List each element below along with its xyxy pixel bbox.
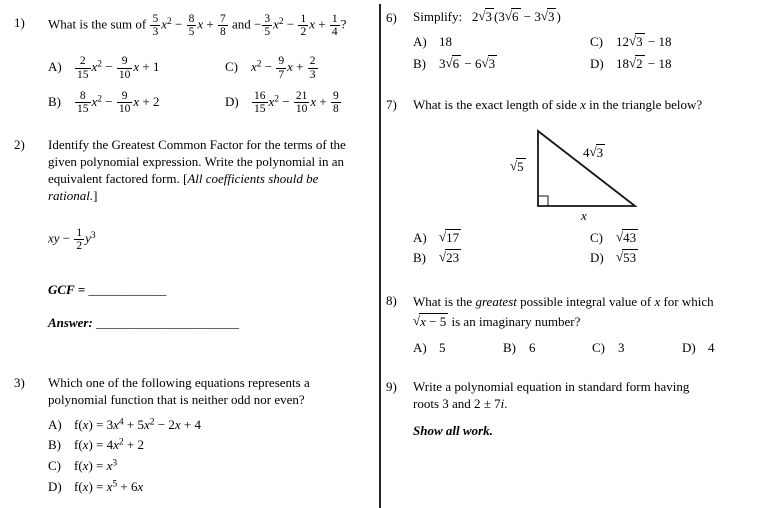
choice-a bbox=[413, 31, 590, 53]
choice-c-label: C) bbox=[592, 340, 605, 355]
question-7 bbox=[386, 96, 756, 268]
choice-d-expression: $f(x) = x^5 + 6x$ bbox=[74, 478, 144, 494]
choice-c-expression: $x^2$ − $\frac{9}{7}$ x + $\frac{2}{3}$ bbox=[251, 55, 316, 81]
triangle-hypotenuse-label: 4√3 bbox=[583, 144, 604, 160]
question-8 bbox=[386, 292, 756, 356]
question-6 bbox=[386, 6, 756, 75]
triangle-figure bbox=[413, 129, 756, 226]
choice-c-expression: $f(x) = x^3$ bbox=[74, 458, 118, 474]
choice-b bbox=[413, 53, 590, 75]
choice-d-label: D) bbox=[682, 340, 696, 355]
choice-d bbox=[225, 83, 376, 118]
question-9 bbox=[386, 378, 756, 439]
choice-c-label: C) bbox=[590, 230, 603, 245]
choice-a bbox=[413, 228, 590, 248]
choice-c-value: 3 bbox=[618, 340, 625, 355]
choice-d bbox=[590, 53, 756, 75]
choice-c-label: C) bbox=[225, 59, 238, 74]
choice-d-expression: 18√2 − 18 bbox=[616, 55, 672, 71]
choice-a-label: A) bbox=[48, 416, 62, 432]
choice-b bbox=[48, 83, 225, 118]
question-1-number: 1) bbox=[14, 15, 25, 30]
question-6-prompt: Simplify: 2√3 (3√6 − 3√3 ) bbox=[413, 8, 561, 24]
column-divider bbox=[379, 4, 381, 508]
answer-blank-line: Answer: ______________________ bbox=[48, 314, 240, 330]
choice-b-label: B) bbox=[413, 56, 426, 71]
choice-c-label: C) bbox=[590, 34, 603, 49]
choice-a-value: 5 bbox=[439, 340, 446, 355]
choice-d-label: D) bbox=[225, 93, 239, 109]
choice-d bbox=[590, 248, 756, 268]
question-9-number: 9) bbox=[386, 379, 397, 394]
triangle-base-label: x bbox=[581, 208, 587, 223]
choice-a-label: A) bbox=[413, 340, 427, 355]
choice-d bbox=[682, 339, 756, 356]
question-6-choices bbox=[413, 31, 756, 75]
choice-b bbox=[48, 434, 376, 455]
choice-a-expression: $f(x) = 3x^4 + 5x^2 - 2x + 4$ bbox=[74, 416, 201, 432]
choice-b-label: B) bbox=[503, 340, 516, 355]
choice-c bbox=[225, 49, 376, 84]
choice-d-expression: $\frac{16}{15}$ $x^2$ − $\frac{21}{10}$ x + $\frac{9}{8}$ bbox=[254, 89, 339, 116]
choice-d-expression: √53 bbox=[616, 249, 637, 265]
question-1-prompt: What is the sum of $\frac{5}{3}$ $x^2$ − $\frac{8}{5}$ x + $\frac{7}{8}$ and − $\frac{3}{5}$ $x^2$ − $\frac{1}{2}$ x + $\frac{1}{4}$ ? bbox=[48, 12, 347, 39]
question-1 bbox=[14, 6, 376, 118]
question-8-number: 8) bbox=[386, 293, 397, 308]
choice-d bbox=[48, 475, 376, 496]
choice-c bbox=[590, 31, 756, 53]
choice-a-expression: $\frac{2}{15}$ $x^2$ − $\frac{9}{10}$ x + 1 bbox=[77, 55, 160, 81]
question-7-choices bbox=[413, 228, 756, 268]
choice-c bbox=[592, 339, 682, 356]
polynomial-expression: xy − $\frac{1}{2}$ $y^3$ bbox=[48, 226, 96, 253]
choice-d-label: D) bbox=[48, 478, 62, 494]
question-3 bbox=[14, 374, 376, 496]
question-7-number: 7) bbox=[386, 97, 397, 112]
choice-a-label: A) bbox=[413, 230, 427, 245]
choice-b-expression: √23 bbox=[439, 249, 460, 265]
question-6-number: 6) bbox=[386, 10, 397, 25]
choice-a bbox=[48, 49, 225, 84]
choice-a-label: A) bbox=[48, 59, 62, 74]
choice-a-label: A) bbox=[413, 34, 427, 49]
choice-a-expression: √17 bbox=[439, 229, 460, 245]
choice-c-label: C) bbox=[48, 458, 61, 474]
choice-b-label: B) bbox=[48, 437, 61, 453]
right-triangle bbox=[536, 129, 638, 209]
choice-b-value: 6 bbox=[529, 340, 536, 355]
choice-c-expression: 12√3 − 18 bbox=[616, 33, 672, 49]
choice-b-expression: $\frac{8}{15}$ $x^2$ − $\frac{9}{10}$ x + 2 bbox=[77, 89, 160, 116]
question-9-prompt: Write a polynomial equation in standard form having roots 3 and 2 ± 7i. bbox=[413, 379, 690, 411]
choice-b-expression: $f(x) = 4x^2 + 2$ bbox=[74, 437, 144, 453]
question-1-choices bbox=[48, 49, 376, 118]
choice-c bbox=[590, 228, 756, 248]
triangle-left-side-label: √5 bbox=[510, 158, 524, 174]
choice-a-expression: 18 bbox=[439, 34, 452, 49]
choice-a bbox=[48, 413, 376, 434]
show-all-work-note: Show all work. bbox=[413, 423, 493, 438]
question-3-number: 3) bbox=[14, 375, 25, 390]
choice-b-label: B) bbox=[413, 250, 426, 265]
choice-b-expression: 3√6 − 6√3 bbox=[439, 55, 496, 71]
question-8-prompt: What is the greatest possible integral value of x for which √x − 5 is an imaginary number? bbox=[413, 294, 714, 329]
question-7-prompt: What is the exact length of side x in the triangle below? bbox=[413, 97, 703, 112]
choice-d-value: 4 bbox=[708, 340, 715, 355]
choice-d-label: D) bbox=[590, 56, 604, 71]
choice-c-expression: √43 bbox=[616, 229, 637, 245]
choice-a bbox=[413, 339, 503, 356]
question-2-number: 2) bbox=[14, 137, 25, 152]
question-3-choices bbox=[48, 413, 376, 496]
question-3-prompt: Which one of the following equations represents a polynomial function that is neither odd nor even? bbox=[48, 375, 310, 407]
question-2 bbox=[14, 136, 376, 331]
choice-c bbox=[48, 455, 376, 476]
choice-b-label: B) bbox=[48, 93, 61, 109]
gcf-blank-line: GCF = ____________ bbox=[48, 281, 167, 297]
choice-b bbox=[503, 339, 592, 356]
choice-b bbox=[413, 248, 590, 268]
question-8-choices bbox=[413, 339, 756, 356]
choice-d-label: D) bbox=[590, 250, 604, 265]
question-2-prompt: Identify the Greatest Common Factor for the terms of the given polynomial expression. Write the polynomial in an equivalent factored form. [All coefficients should be rational.] bbox=[48, 137, 346, 203]
